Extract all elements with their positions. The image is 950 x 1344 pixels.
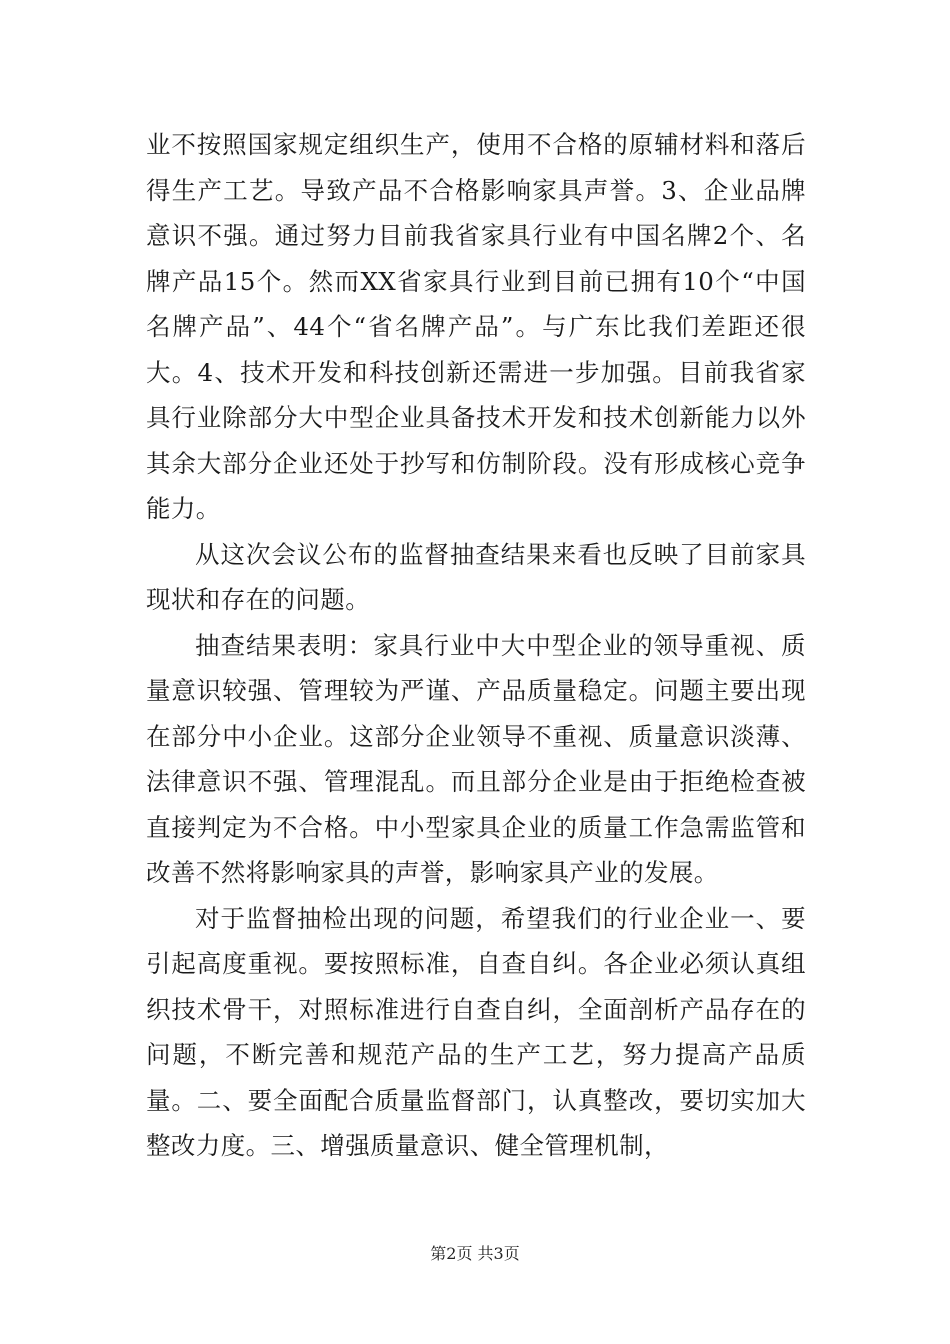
paragraph-continuation: 业不按照国家规定组织生产，使用不合格的原辅材料和落后得生产工艺。导致产品不合格影响家具声誉。3、企业品牌意识不强。通过努力目前我省家具行业有中国名牌2个、名牌产品15个。然而XX省家具行业到目前已拥有10个“中国名牌产品”、44个“省名牌产品”。与广东比我们差距还很大。4、技术开发和科技创新还需进一步加强。目前我省家具行业除部分大中型企业具备技术开发和技术创新能力以外其余大部分企业还处于抄写和仿制阶段。没有形成核心竞争能力。: [146, 130, 806, 523]
paragraph: 抽查结果表明：家具行业中大中型企业的领导重视、质量意识较强、管理较为严谨、产品质量稳定。问题主要出现在部分中小企业。这部分企业领导不重视、质量意识淡薄、法律意识不强、管理混乱。而且部分企业是由于拒绝检查被直接判定为不合格。中小型家具企业的质量工作急需监管和改善不然将影响家具的声誉，影响家具产业的发展。: [146, 630, 806, 887]
paragraph: 对于监督抽检出现的问题，希望我们的行业企业一、要引起高度重视。要按照标准，自查自纠。各企业必须认真组织技术骨干，对照标准进行自查自纠，全面剖析产品存在的问题，不断完善和规范产品的生产工艺，努力提高产品质量。二、要全面配合质量监督部门，认真整改，要切实加大整改力度。三、增强质量意识、健全管理机制，: [146, 903, 806, 1160]
page-number-footer: 第2页 共3页: [430, 1244, 520, 1263]
document-body: [146, 122, 806, 1169]
paragraph: 从这次会议公布的监督抽查结果来看也反映了目前家具现状和存在的问题。: [146, 539, 806, 614]
